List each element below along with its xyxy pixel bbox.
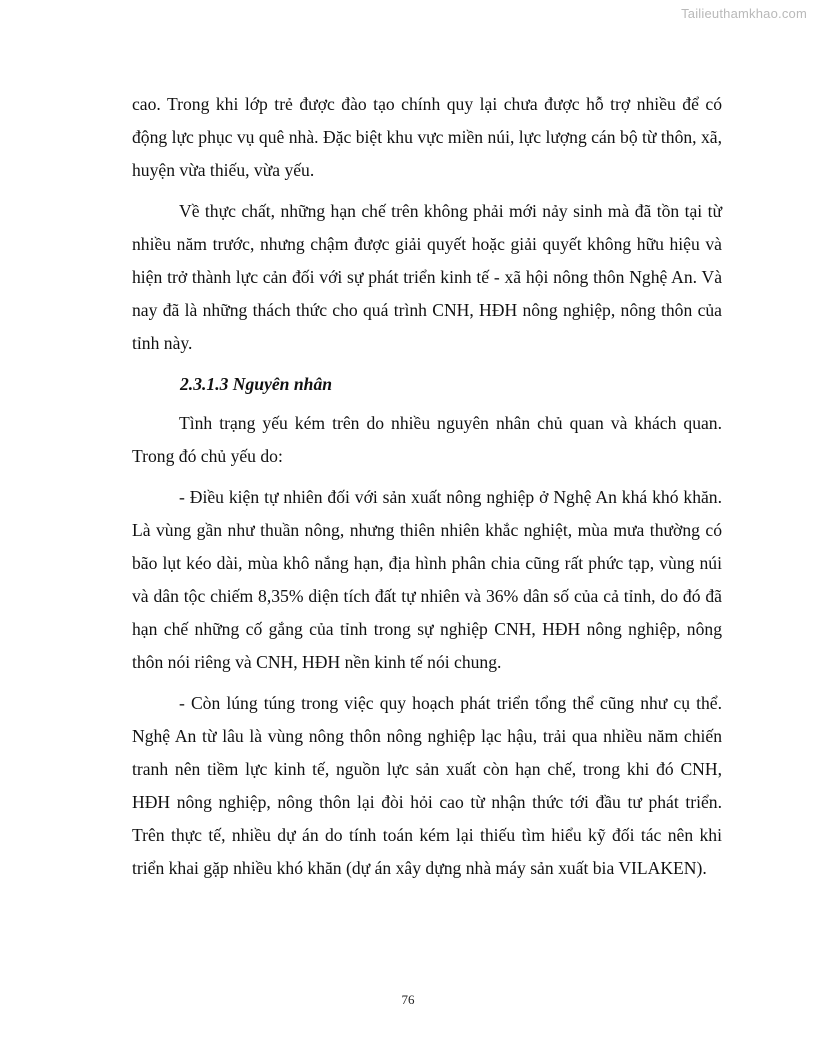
paragraph-natural-conditions: - Điều kiện tự nhiên đối với sản xuất nông nghiệp ở Nghệ An khá khó khăn. Là vùng gần như thuần nông, nhưng thiên nhiên khắc nghiệt, mùa mưa thường có bão lụt kéo dài, mùa khô nắng hạn, địa hình phân chia cũng rất phức tạp, vùng núi và dân tộc chiếm 8,35% diện tích đất tự nhiên và 36% dân số của cả tỉnh, do đó đã hạn chế những cố gắng của tỉnh trong sự nghiệp CNH, HĐH nông nghiệp, nông thôn nói riêng và CNH, HĐH nền kinh tế nói chung.: [132, 487, 722, 672]
paragraph-nature-of-limitations: Về thực chất, những hạn chế trên không phải mới nảy sinh mà đã tồn tại từ nhiều năm trước, nhưng chậm được giải quyết hoặc giải quyết không hữu hiệu và hiện trở thành lực cản đối với sự phát triển kinh tế - xã hội nông thôn Nghệ An. Và nay đã là những thách thức cho quá trình CNH, HĐH nông nghiệp, nông thôn của tỉnh này.: [132, 201, 722, 353]
watermark-text: Tailieuthamkhao.com: [681, 6, 807, 21]
page-number: 76: [401, 992, 415, 1007]
paragraph-causes-intro: Tình trạng yếu kém trên do nhiều nguyên nhân chủ quan và khách quan. Trong đó chủ yếu do:: [132, 413, 722, 466]
section-heading: 2.3.1.3 Nguyên nhân: [180, 374, 333, 394]
document-body: [132, 88, 722, 893]
paragraph-planning-issues: - Còn lúng túng trong việc quy hoạch phát triển tổng thể cũng như cụ thể. Nghệ An từ lâu là vùng nông thôn nông nghiệp lạc hậu, trải qua nhiều năm chiến tranh nên tiềm lực kinh tế, nguồn lực sản xuất còn hạn chế, trong khi đó CNH, HĐH nông nghiệp, nông thôn lại đòi hỏi cao từ nhận thức tới đầu tư phát triển. Trên thực tế, nhiều dự án do tính toán kém lại thiếu tìm hiểu kỹ đối tác nên khi triển khai gặp nhiều khó khăn (dự án xây dựng nhà máy sản xuất bia VILAKEN).: [132, 693, 722, 878]
paragraph-continuation: cao. Trong khi lớp trẻ được đào tạo chính quy lại chưa được hỗ trợ nhiều để có động lực phục vụ quê nhà. Đặc biệt khu vực miền núi, lực lượng cán bộ từ thôn, xã, huyện vừa thiếu, vừa yếu.: [132, 94, 722, 180]
